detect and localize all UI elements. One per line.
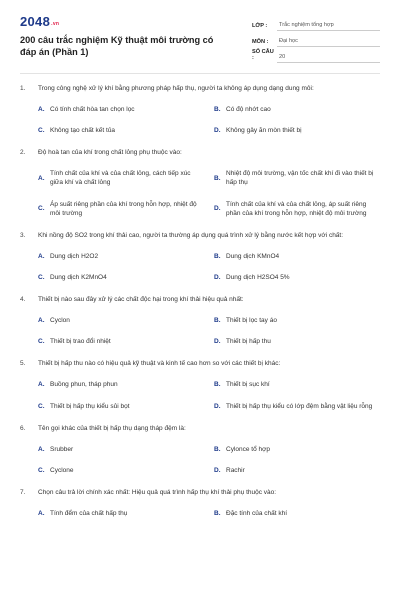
answer-text: Rachir — [226, 466, 245, 474]
question-text: Thiết bị nào sau đây xử lý các chất độc hại trong khí thải hiệu quả nhất: — [38, 296, 244, 304]
answer-letter: B. — [214, 106, 221, 114]
question-item — [20, 148, 380, 217]
answer-option[interactable] — [38, 402, 204, 411]
answer-option[interactable] — [214, 126, 380, 135]
answer-letter: C. — [38, 205, 45, 213]
page-title: 200 câu trắc nghiệm Kỹ thuật môi trường có đáp án (Phần 1) — [20, 35, 214, 57]
answer-option[interactable] — [38, 380, 204, 389]
answer-letter: B. — [214, 174, 221, 182]
answer-option[interactable] — [38, 445, 204, 454]
answer-letter: B. — [214, 381, 221, 389]
answer-option[interactable] — [214, 337, 380, 346]
document-header — [20, 14, 380, 70]
answer-text: Cylonce tổ hợp — [226, 445, 271, 453]
answer-text: Srubber — [50, 445, 74, 453]
answer-option[interactable] — [214, 380, 380, 389]
question-number: 6. — [20, 424, 26, 432]
question-number: 3. — [20, 231, 26, 239]
answer-text: Thiết bị hấp thụ kiểu có lớp đệm bằng vật liệu rỗng — [226, 402, 373, 410]
answer-option[interactable] — [214, 402, 380, 411]
answer-letter: C. — [38, 127, 45, 135]
answer-option[interactable] — [38, 126, 204, 135]
answer-letter: D. — [214, 402, 221, 410]
answer-option[interactable] — [38, 252, 204, 261]
answer-option[interactable] — [38, 466, 204, 475]
question-item — [20, 295, 380, 346]
answer-letter: C. — [38, 273, 45, 281]
answer-letter: D. — [214, 205, 221, 213]
answer-option[interactable] — [38, 337, 204, 346]
answer-text: Không tạo chất kết tủa — [50, 127, 116, 135]
answer-option[interactable] — [214, 200, 380, 218]
answer-option[interactable] — [38, 169, 204, 187]
answer-letter: A. — [38, 381, 45, 389]
answer-text: Dung dịch KMnO4 — [226, 252, 280, 260]
answer-letter: D. — [214, 273, 221, 281]
answer-text: Đặc tính của chất khí — [226, 509, 288, 517]
question-text: Độ hoà tan của khí trong chất lỏng phụ thuộc vào: — [38, 149, 182, 157]
question-item — [20, 84, 380, 135]
meta-value: Đại học — [277, 38, 380, 47]
header-divider — [20, 73, 380, 74]
answer-option[interactable] — [214, 252, 380, 261]
answer-option[interactable] — [38, 316, 204, 325]
answer-letter: A. — [38, 252, 45, 260]
answer-option[interactable] — [38, 105, 204, 114]
answer-option[interactable] — [214, 273, 380, 282]
answer-letter: C. — [38, 466, 45, 474]
answer-letter: C. — [38, 402, 45, 410]
answer-letter: A. — [38, 174, 45, 182]
question-number: 4. — [20, 296, 26, 304]
question-text: Thiết bị hấp thu nào có hiệu quả kỹ thuật và kinh tế cao hơn so với các thiết bị khác: — [38, 360, 281, 368]
question-list — [20, 84, 380, 531]
meta-value: Trắc nghiệm tổng hợp — [277, 22, 380, 31]
answer-text: Thiết bị hấp thụ kiểu sủi bọt — [50, 402, 130, 410]
answer-letter: B. — [214, 509, 221, 517]
answer-option[interactable] — [38, 200, 204, 218]
answer-letter: D. — [214, 466, 221, 474]
question-item — [20, 424, 380, 475]
meta-info — [252, 16, 380, 64]
answer-option[interactable] — [214, 466, 380, 475]
answer-option[interactable] — [214, 509, 380, 518]
answer-text: Nhiệt độ môi trường, vận tốc chất khí đi vào thiết bị hấp thụ — [226, 170, 374, 187]
answer-option[interactable] — [38, 509, 204, 518]
answer-letter: B. — [214, 317, 221, 325]
answer-text: Có tính chất hòa tan chọn lọc — [50, 106, 135, 114]
question-item — [20, 359, 380, 410]
meta-label: LỚP : — [252, 23, 268, 29]
meta-label: SỐ CÂU : — [252, 49, 274, 61]
question-number: 2. — [20, 149, 26, 157]
answer-letter: D. — [214, 338, 221, 346]
answer-text: Dung dịch H2SO4 5% — [226, 273, 290, 281]
answer-letter: B. — [214, 252, 221, 260]
site-logo[interactable]: $2048^{.vn}$ — [20, 14, 60, 29]
question-text: Trong công nghệ xử lý khí bằng phương pháp hấp thụ, người ta không áp dụng dạng dung môi: — [38, 85, 314, 92]
answer-letter: A. — [38, 106, 45, 114]
answer-text: Có độ nhớt cao — [226, 106, 271, 114]
meta-value: 20 — [277, 54, 380, 63]
answer-text: Thiết bị hấp thu — [226, 338, 271, 346]
answer-text: Áp suất riêng phần của khí trong hỗn hợp, nhiệt độ môi trường — [50, 200, 197, 217]
answer-letter: D. — [214, 127, 221, 135]
answer-letter: B. — [214, 445, 221, 453]
question-item — [20, 231, 380, 282]
meta-row-subject — [252, 32, 380, 47]
answer-option[interactable] — [38, 273, 204, 282]
answer-text: Tính chất của khí và của chất lỏng, cách tiếp xúc giữa khí và chất lỏng — [50, 170, 191, 187]
answer-text: Cyclon — [50, 317, 70, 325]
meta-label: MÔN : — [252, 39, 269, 45]
answer-option[interactable] — [214, 105, 380, 114]
answer-text: Tính chất của khí và của chất lỏng, áp suất riêng phần của khí trong hỗn hợp, nhiệt độ môi trường — [226, 200, 367, 217]
question-text: Tên gọi khác của thiết bị hấp thụ dạng tháp đệm là: — [38, 424, 186, 432]
answer-letter: A. — [38, 445, 45, 453]
answer-text: Thiết bị sục khí — [226, 381, 270, 389]
question-item — [20, 488, 380, 518]
answer-text: Dung dịch H2O2 — [50, 252, 99, 260]
question-text: Khi nồng độ SO2 trong khí thải cao, người ta thường áp dụng quá trình xử lý bằng nước kết hợp với chất: — [38, 231, 344, 239]
answer-text: Tính đểm của chất hấp thụ — [50, 509, 128, 517]
answer-option[interactable] — [214, 316, 380, 325]
meta-row-count — [252, 48, 380, 63]
answer-letter: C. — [38, 338, 45, 346]
question-text: Chọn câu trả lời chính xác nhất: Hiệu quả quá trình hấp thụ khí thải phụ thuộc vào: — [38, 488, 277, 496]
meta-row-class — [252, 16, 380, 31]
answer-option[interactable] — [214, 445, 380, 454]
answer-text: Buồng phun, tháp phun — [50, 381, 118, 389]
answer-option[interactable] — [214, 169, 380, 187]
answer-letter: A. — [38, 317, 45, 325]
answer-text: Thiết bị trao đổi nhiệt — [50, 338, 111, 346]
question-number: 5. — [20, 360, 26, 368]
answer-text: Không gây ăn mòn thiết bị — [226, 127, 302, 135]
question-number: 7. — [20, 488, 26, 496]
answer-letter: A. — [38, 509, 45, 517]
answer-text: Cyclone — [50, 466, 74, 474]
question-number: 1. — [20, 85, 26, 92]
answer-text: Dung dịch K2MnO4 — [50, 273, 107, 281]
answer-text: Thiết bị lọc tay áo — [226, 317, 277, 325]
